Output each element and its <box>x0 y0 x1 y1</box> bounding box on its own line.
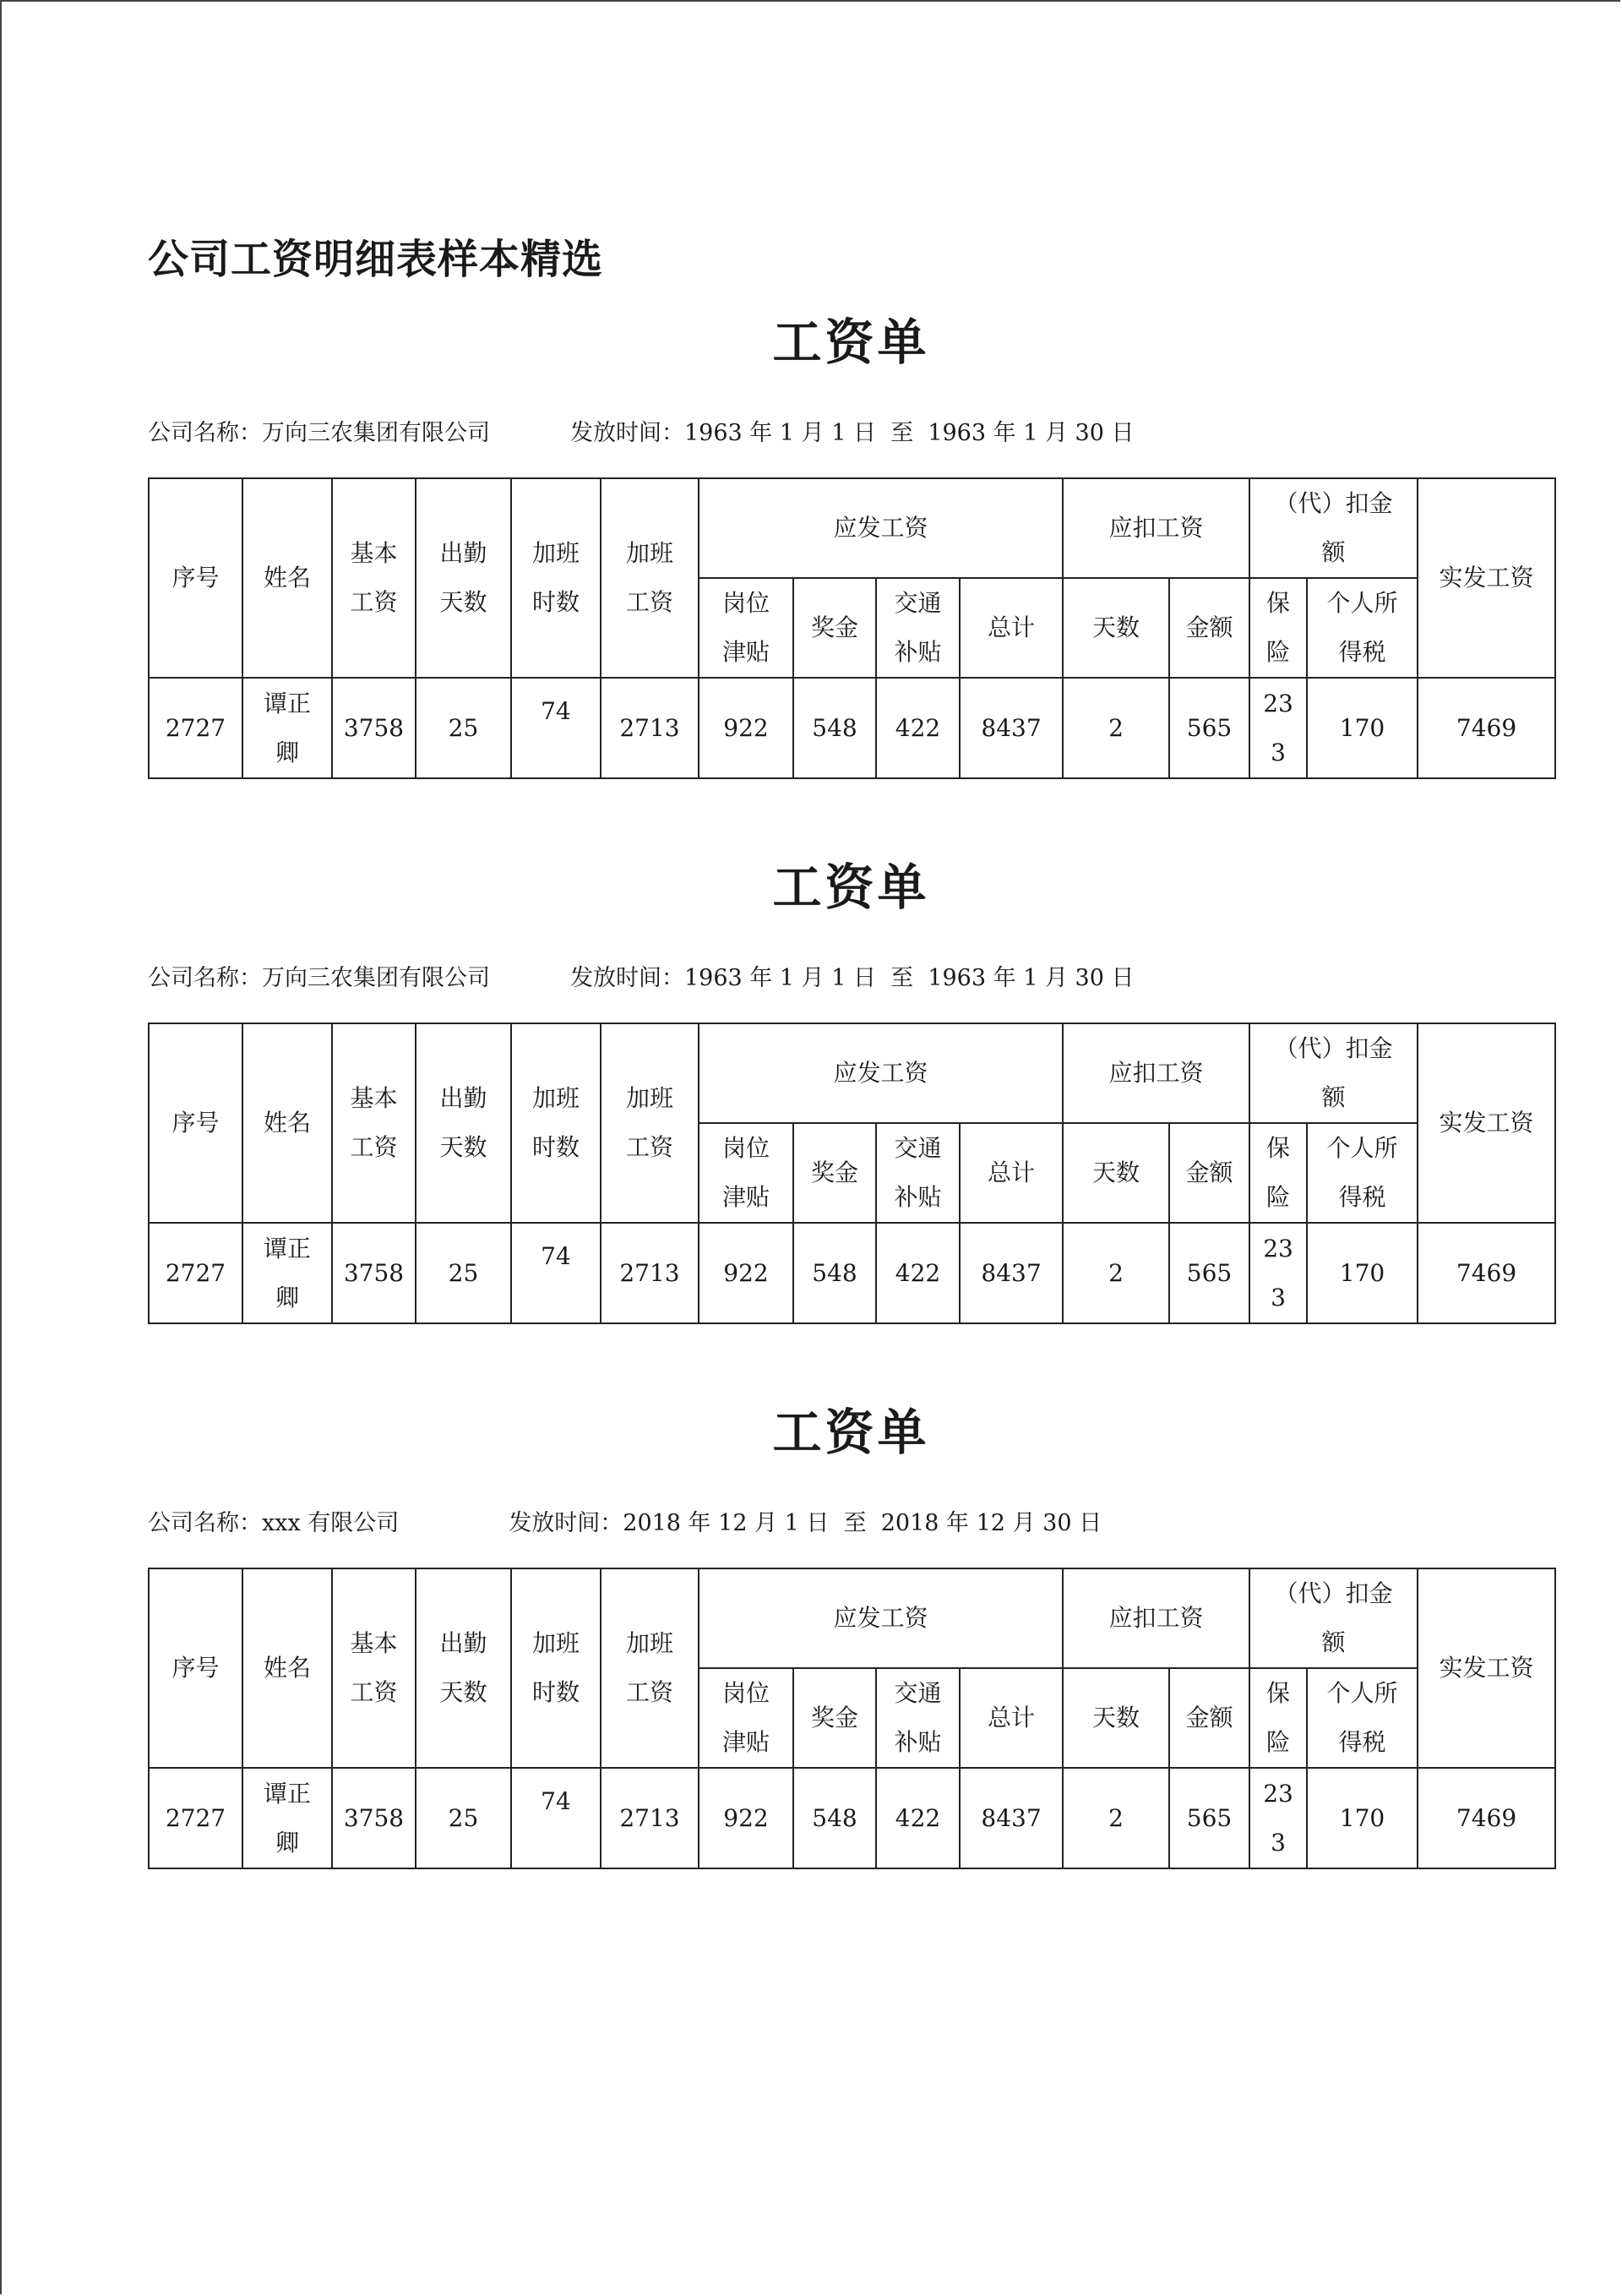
cell-transport-allowance: 422 <box>876 1223 960 1323</box>
cell-insurance: 233 <box>1249 678 1307 778</box>
header-insurance: 保险 <box>1249 1123 1307 1223</box>
header-total: 总计 <box>960 1123 1063 1223</box>
cell-deduct-days: 2 <box>1063 678 1169 778</box>
cell-overtime-hours: 74 <box>511 1223 601 1323</box>
salary-table <box>148 477 1556 779</box>
slip-info-line <box>148 959 1134 992</box>
header-deduction: 应扣工资 <box>1063 1568 1249 1668</box>
cell-net-pay: 7469 <box>1418 1223 1555 1323</box>
payment-period: 发放时间：1963 年 1 月 1 日 至 1963 年 1 月 30 日 <box>570 420 1135 446</box>
header-overtime-hours: 加班时数 <box>511 1023 601 1223</box>
cell-total: 8437 <box>960 678 1063 778</box>
header-deduct-days: 天数 <box>1063 578 1169 678</box>
cell-seq: 2727 <box>149 1768 242 1868</box>
cell-overtime-pay: 2713 <box>601 678 699 778</box>
header-bonus: 奖金 <box>793 1668 876 1768</box>
table-row <box>149 1223 1555 1323</box>
header-overtime-pay: 加班工资 <box>601 478 699 678</box>
header-gross-pay: 应发工资 <box>699 478 1063 578</box>
cell-name: 谭正卿 <box>242 1223 332 1323</box>
cell-seq: 2727 <box>149 678 242 778</box>
company-name: 公司名称：万向三农集团有限公司 <box>148 965 490 991</box>
header-gross-pay: 应发工资 <box>699 1568 1063 1668</box>
header-base-salary: 基本工资 <box>332 478 416 678</box>
header-net-pay: 实发工资 <box>1418 1023 1555 1223</box>
slip-info-line <box>148 414 1134 447</box>
cell-total: 8437 <box>960 1223 1063 1323</box>
header-total: 总计 <box>960 1668 1063 1768</box>
header-transport-allowance: 交通补贴 <box>876 1668 960 1768</box>
header-transport-allowance: 交通补贴 <box>876 1123 960 1223</box>
cell-overtime-pay: 2713 <box>601 1223 699 1323</box>
header-bonus: 奖金 <box>793 578 876 678</box>
table-row <box>149 1768 1555 1868</box>
header-overtime-pay: 加班工资 <box>601 1023 699 1223</box>
header-deduct-amount: 金额 <box>1169 1123 1249 1223</box>
header-attendance-days: 出勤天数 <box>416 1568 511 1768</box>
cell-base-salary: 3758 <box>332 1223 416 1323</box>
header-withheld: （代）扣金额 <box>1249 1568 1418 1668</box>
header-post-allowance: 岗位津贴 <box>699 578 793 678</box>
cell-base-salary: 3758 <box>332 678 416 778</box>
header-income-tax: 个人所得税 <box>1307 1123 1418 1223</box>
header-seq: 序号 <box>149 1023 242 1223</box>
cell-deduct-amount: 565 <box>1169 1223 1249 1323</box>
header-post-allowance: 岗位津贴 <box>699 1668 793 1768</box>
header-post-allowance: 岗位津贴 <box>699 1123 793 1223</box>
cell-deduct-days: 2 <box>1063 1768 1169 1868</box>
slip-heading: 工资单 <box>772 1404 930 1461</box>
cell-attendance-days: 25 <box>416 678 511 778</box>
header-name: 姓名 <box>242 1023 332 1223</box>
header-name: 姓名 <box>242 478 332 678</box>
cell-bonus: 548 <box>793 1768 876 1868</box>
slip-heading: 工资单 <box>772 314 930 371</box>
cell-deduct-days: 2 <box>1063 1223 1169 1323</box>
cell-income-tax: 170 <box>1307 1223 1418 1323</box>
cell-net-pay: 7469 <box>1418 1768 1555 1868</box>
header-gross-pay: 应发工资 <box>699 1023 1063 1123</box>
header-insurance: 保险 <box>1249 578 1307 678</box>
header-row-top <box>149 478 1555 578</box>
document-title: 公司工资明细表样本精选 <box>148 236 604 283</box>
cell-overtime-hours: 74 <box>511 1768 601 1868</box>
header-overtime-hours: 加班时数 <box>511 478 601 678</box>
header-total: 总计 <box>960 578 1063 678</box>
header-overtime-hours: 加班时数 <box>511 1568 601 1768</box>
header-deduction: 应扣工资 <box>1063 478 1249 578</box>
cell-insurance: 233 <box>1249 1223 1307 1323</box>
cell-insurance: 233 <box>1249 1768 1307 1868</box>
header-deduct-days: 天数 <box>1063 1123 1169 1223</box>
cell-post-allowance: 922 <box>699 1223 793 1323</box>
cell-attendance-days: 25 <box>416 1768 511 1868</box>
cell-income-tax: 170 <box>1307 1768 1418 1868</box>
company-name: 公司名称：万向三农集团有限公司 <box>148 420 490 446</box>
salary-table <box>148 1023 1556 1324</box>
cell-transport-allowance: 422 <box>876 678 960 778</box>
cell-name: 谭正卿 <box>242 1768 332 1868</box>
cell-base-salary: 3758 <box>332 1768 416 1868</box>
header-withheld: （代）扣金额 <box>1249 478 1418 578</box>
company-name: 公司名称：xxx 有限公司 <box>148 1510 400 1536</box>
header-net-pay: 实发工资 <box>1418 478 1555 678</box>
header-seq: 序号 <box>149 1568 242 1768</box>
payment-period: 发放时间：1963 年 1 月 1 日 至 1963 年 1 月 30 日 <box>570 965 1135 991</box>
header-insurance: 保险 <box>1249 1668 1307 1768</box>
header-deduction: 应扣工资 <box>1063 1023 1249 1123</box>
header-withheld: （代）扣金额 <box>1249 1023 1418 1123</box>
cell-income-tax: 170 <box>1307 678 1418 778</box>
header-net-pay: 实发工资 <box>1418 1568 1555 1768</box>
header-income-tax: 个人所得税 <box>1307 578 1418 678</box>
salary-table <box>148 1568 1556 1869</box>
header-deduct-amount: 金额 <box>1169 578 1249 678</box>
header-seq: 序号 <box>149 478 242 678</box>
cell-attendance-days: 25 <box>416 1223 511 1323</box>
header-bonus: 奖金 <box>793 1123 876 1223</box>
header-name: 姓名 <box>242 1568 332 1768</box>
header-row-top <box>149 1023 1555 1123</box>
cell-seq: 2727 <box>149 1223 242 1323</box>
header-overtime-pay: 加班工资 <box>601 1568 699 1768</box>
header-deduct-amount: 金额 <box>1169 1668 1249 1768</box>
cell-post-allowance: 922 <box>699 678 793 778</box>
cell-post-allowance: 922 <box>699 1768 793 1868</box>
cell-deduct-amount: 565 <box>1169 678 1249 778</box>
cell-bonus: 548 <box>793 1223 876 1323</box>
header-base-salary: 基本工资 <box>332 1568 416 1768</box>
header-income-tax: 个人所得税 <box>1307 1668 1418 1768</box>
cell-net-pay: 7469 <box>1418 678 1555 778</box>
cell-total: 8437 <box>960 1768 1063 1868</box>
header-row-top <box>149 1568 1555 1668</box>
header-attendance-days: 出勤天数 <box>416 478 511 678</box>
cell-overtime-pay: 2713 <box>601 1768 699 1868</box>
cell-bonus: 548 <box>793 678 876 778</box>
slip-heading: 工资单 <box>772 859 930 916</box>
header-transport-allowance: 交通补贴 <box>876 578 960 678</box>
slip-info-line <box>148 1504 1102 1537</box>
cell-deduct-amount: 565 <box>1169 1768 1249 1868</box>
header-deduct-days: 天数 <box>1063 1668 1169 1768</box>
payment-period: 发放时间：2018 年 12 月 1 日 至 2018 年 12 月 30 日 <box>509 1510 1102 1536</box>
cell-overtime-hours: 74 <box>511 678 601 778</box>
table-row <box>149 678 1555 778</box>
cell-name: 谭正卿 <box>242 678 332 778</box>
header-base-salary: 基本工资 <box>332 1023 416 1223</box>
cell-transport-allowance: 422 <box>876 1768 960 1868</box>
header-attendance-days: 出勤天数 <box>416 1023 511 1223</box>
